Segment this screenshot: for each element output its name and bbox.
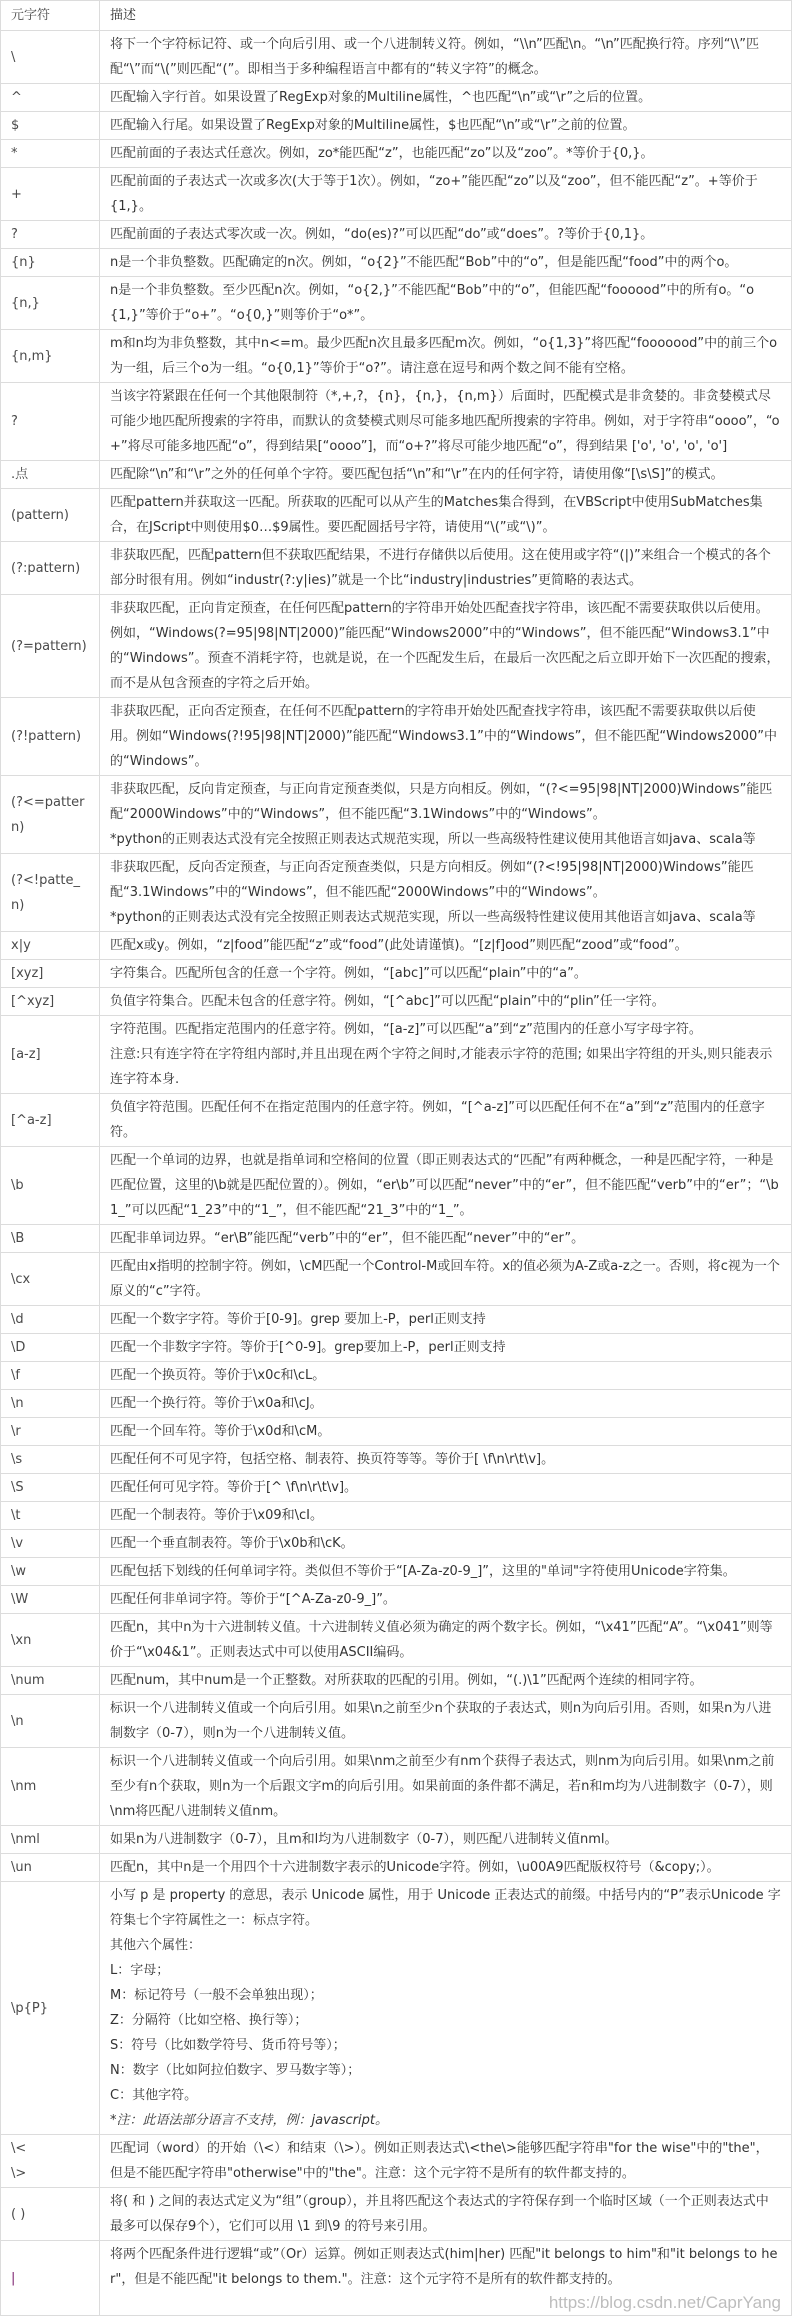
- description-cell: [100, 461, 792, 489]
- description-text: 匹配前面的子表达式任意次。例如，zo*能匹配“z”，也能匹配“zo”以及“zoo”。*等价于{0,}。: [110, 146, 654, 161]
- metacharacter-cell: [1, 1558, 100, 1586]
- metacharacter: (?<!patte_n): [11, 872, 80, 913]
- metacharacter: \cx: [11, 1271, 31, 1287]
- metacharacter-cell: [1, 168, 100, 221]
- table-row: [1, 1748, 792, 1826]
- description-text: Z：分隔符（比如空格、换行等）；: [110, 2013, 308, 2028]
- description-text: 匹配x或y。例如，“z|food”能匹配“z”或“food”(此处请谨慎)。“[z|f]ood”则匹配“zood”或“food”。: [110, 938, 688, 953]
- metacharacter: x|y: [11, 938, 31, 953]
- metacharacter: \w: [11, 1564, 27, 1579]
- description-text: 非获取匹配，正向否定预查，在任何不匹配pattern的字符串开始处匹配查找字符串，该匹配不需要获取供以后使用。例如“Windows(?!95|98|NT|2000)”能匹配“Windows3.1”中的“Windows”，但不能匹配“Windows2000”中的“Windows”。: [110, 704, 777, 769]
- description-text: 匹配除“\n”和“\r”之外的任何单个字符。要匹配包括“\n”和“\r”在内的任何字符，请使用像“[\s\S]”的模式。: [110, 467, 724, 482]
- metacharacter: \D: [11, 1340, 26, 1355]
- description-cell: [100, 1474, 792, 1502]
- description-text: 将下一个字符标记符、或一个向后引用、或一个八进制转义符。例如，“\\n”匹配\n。“\n”匹配换行符。序列“\\”匹配“\”而“\(”则匹配“(”。即相当于多种编程语言中都有的“转义字符”的概念。: [110, 37, 759, 77]
- table-row: [1, 854, 792, 932]
- description-cell: [100, 1748, 792, 1826]
- description-cell: [100, 1306, 792, 1334]
- metacharacter: ( ): [11, 2206, 26, 2222]
- table-row: [1, 1418, 792, 1446]
- table-row: [1, 1225, 792, 1253]
- description-text: 标识一个八进制转义值或一个向后引用。如果\n之前至少n个获取的子表达式，则n为向后引用。否则，如果n为八进制数字（0-7），则n为一个八进制转义值。: [110, 1701, 772, 1741]
- metacharacter: ?: [11, 227, 18, 242]
- description-cell: [100, 489, 792, 542]
- metacharacter-cell: [1, 854, 100, 932]
- metacharacter-cell: [1, 2241, 100, 2316]
- metacharacter: \n: [11, 1396, 24, 1411]
- table-row: [1, 932, 792, 960]
- metacharacter-cell: [1, 1667, 100, 1695]
- metacharacter-cell: [1, 31, 100, 84]
- watermark: https://blog.csdn.net/CaprYang: [548, 2293, 781, 2312]
- metacharacter: \b: [11, 1178, 24, 1193]
- metacharacter-cell: [1, 1390, 100, 1418]
- metacharacter-cell: [1, 2135, 100, 2188]
- description-cell: [100, 1882, 792, 2135]
- metacharacter: \d: [11, 1312, 24, 1327]
- table-row: [1, 140, 792, 168]
- table-header-row: [1, 1, 792, 31]
- table-row: [1, 1147, 792, 1225]
- description-text: 匹配一个换页符。等价于\x0c和\cL。: [110, 1368, 326, 1383]
- table-row: [1, 1474, 792, 1502]
- description-cell: [100, 698, 792, 776]
- description-cell: [100, 1530, 792, 1558]
- description-text: 当该字符紧跟在任何一个其他限制符（*,+,?，{n}，{n,}，{n,m}）后面时，匹配模式是非贪婪的。非贪婪模式尽可能少地匹配所搜索的字符串，而默认的贪婪模式则尽可能多地匹配所搜索的字符串。例如，对于字符串“oooo”，“o+”将尽可能多地匹配“o”，得到结果[“oooo”]，而“o+?”将尽可能少地匹配“o”，得到结果 ['o', 'o', 'o', 'o']: [110, 389, 780, 454]
- table-row: [1, 1614, 792, 1667]
- metacharacter: \xn: [11, 1632, 32, 1648]
- description-cell: [100, 776, 792, 854]
- description-text: M：标记符号（一般不会单独出现）；: [110, 1988, 323, 2003]
- description-cell: [100, 595, 792, 698]
- metacharacter: {n}: [11, 255, 36, 270]
- description-text: 匹配任何不可见字符，包括空格、制表符、换页符等等。等价于[ \f\n\r\t\v]。: [110, 1452, 555, 1467]
- metacharacter: \>: [11, 2166, 27, 2181]
- table-row: [1, 776, 792, 854]
- metacharacter: (?=pattern): [11, 638, 87, 654]
- metacharacter: \r: [11, 1424, 21, 1439]
- metacharacter: (pattern): [11, 507, 69, 523]
- description-cell: [100, 542, 792, 595]
- metacharacter: [xyz]: [11, 966, 44, 981]
- description-text: 匹配包括下划线的任何单词字符。类似但不等价于“[A-Za-z0-9_]”，这里的"单词"字符使用Unicode字符集。: [110, 1564, 736, 1579]
- metacharacter-cell: [1, 461, 100, 489]
- description-text: 如果n为八进制数字（0-7），且m和l均为八进制数字（0-7），则匹配八进制转义值nml。: [110, 1832, 618, 1847]
- description-cell: [100, 249, 792, 277]
- description-cell: [100, 84, 792, 112]
- description-text: 匹配一个非数字字符。等价于[^0-9]。grep要加上-P，perl正则支持: [110, 1340, 506, 1355]
- description-cell: [100, 2135, 792, 2188]
- metacharacter: [a-z]: [11, 1047, 41, 1062]
- metacharacter-cell: [1, 1446, 100, 1474]
- metacharacter: [^a-z]: [11, 1112, 52, 1128]
- description-cell: [100, 112, 792, 140]
- description-text: 字符范围。匹配指定范围内的任意字符。例如，“[a-z]”可以匹配“a”到“z”范围内的任意小写字母字符。: [110, 1022, 702, 1037]
- metacharacter-cell: [1, 84, 100, 112]
- metacharacter-cell: [1, 1826, 100, 1854]
- description-text: 标识一个八进制转义值或一个向后引用。如果\nm之前至少有nm个获得子表达式，则nm为向后引用。如果\nm之前至少有n个获取，则n为一个后跟文字m的向后引用。如果前面的条件都不满足，若n和m均为八进制数字（0-7），则\nm将匹配八进制转义值nm。: [110, 1754, 775, 1819]
- description-text: m和n均为非负整数，其中n<=m。最少匹配n次且最多匹配m次。例如，“o{1,3}”将匹配“fooooood”中的前三个o为一组，后三个o为一组。“o{0,1}”等价于“o?”。请注意在逗号和两个数之间不能有空格。: [110, 336, 778, 376]
- description-cell: [100, 1094, 792, 1147]
- metacharacter: {n,}: [11, 295, 40, 311]
- metacharacter: (?!pattern): [11, 729, 82, 744]
- description-text: 匹配任何可见字符。等价于[^ \f\n\r\t\v]。: [110, 1480, 358, 1495]
- metacharacter: \<: [11, 2141, 27, 2156]
- description-text: S：符号（比如数学符号、货币符号等）；: [110, 2038, 346, 2053]
- metacharacter-cell: [1, 988, 100, 1016]
- description-cell: [100, 1147, 792, 1225]
- metacharacter: *: [11, 146, 18, 161]
- table-row: [1, 1334, 792, 1362]
- metacharacter-cell: [1, 140, 100, 168]
- description-cell: [100, 1695, 792, 1748]
- metacharacter: \v: [11, 1536, 24, 1551]
- metacharacter: \S: [11, 1480, 24, 1495]
- description-cell: [100, 1667, 792, 1695]
- description-cell: [100, 330, 792, 383]
- description-cell: [100, 960, 792, 988]
- description-text: 负值字符集合。匹配未包含的任意字符。例如，“[^abc]”可以匹配“plain”中的“plin”任一字符。: [110, 994, 665, 1009]
- description-text: 匹配pattern并获取这一匹配。所获取的匹配可以从产生的Matches集合得到，在VBScript中使用SubMatches集合，在JScript中则使用$0…$9属性。要匹配圆括号字符，请使用“\(”或“\)”。: [110, 495, 763, 535]
- metacharacter-cell: [1, 1474, 100, 1502]
- table-row: [1, 168, 792, 221]
- description-text: 匹配输入字行首。如果设置了RegExp对象的Multiline属性，^也匹配“\n”或“\r”之后的位置。: [110, 90, 652, 105]
- metacharacter: \s: [11, 1452, 23, 1467]
- description-text: *python的正则表达式没有完全按照正则表达式规范实现，所以一些高级特性建议使用其他语言如java、scala等: [110, 832, 756, 847]
- metacharacter-cell: [1, 277, 100, 330]
- metacharacter: ^: [11, 90, 22, 105]
- description-cell: [100, 1225, 792, 1253]
- table-row: [1, 330, 792, 383]
- table-row: [1, 31, 792, 84]
- table-row: [1, 595, 792, 698]
- description-cell: [100, 1558, 792, 1586]
- description-text: N：数字（比如阿拉伯数字、罗马数字等）；: [110, 2063, 361, 2078]
- metacharacter-cell: [1, 1530, 100, 1558]
- table-row: [1, 84, 792, 112]
- metacharacter: \B: [11, 1231, 25, 1246]
- description-cell: [100, 168, 792, 221]
- description-text: 注意:只有连字符在字符组内部时,并且出现在两个字符之间时,才能表示字符的范围; 如果出字符组的开头,则只能表示连字符本身.: [110, 1047, 773, 1087]
- description-text: 匹配任何非单词字符。等价于“[^A-Za-z0-9_]”。: [110, 1592, 396, 1607]
- metacharacter-cell: [1, 249, 100, 277]
- description-text: n是一个非负整数。匹配确定的n次。例如，“o{2}”不能匹配“Bob”中的“o”，但是能匹配“food”中的两个o。: [110, 255, 738, 270]
- table-row: [1, 1306, 792, 1334]
- description-cell: [100, 1614, 792, 1667]
- metacharacter: \nml: [11, 1832, 40, 1847]
- description-text: 小写 p 是 property 的意思，表示 Unicode 属性，用于 Unicode 正表达式的前缀。中括号内的“P”表示Unicode 字符集七个字符属性之一：标点字符。: [110, 1888, 781, 1928]
- table-row: [1, 1854, 792, 1882]
- description-cell: [100, 277, 792, 330]
- metacharacter: [^xyz]: [11, 994, 55, 1009]
- description-text: 非获取匹配，反向肯定预查，与正向肯定预查类似，只是方向相反。例如，“(?<=95|98|NT|2000)Windows”能匹配“2000Windows”中的“Windows”，但不能匹配“3.1Windows”中的“Windows”。: [110, 782, 773, 822]
- description-text: 匹配一个垂直制表符。等价于\x0b和\cK。: [110, 1536, 354, 1551]
- table-row: [1, 2241, 792, 2316]
- metacharacter-cell: [1, 330, 100, 383]
- table-row: [1, 221, 792, 249]
- metacharacter-cell: [1, 1016, 100, 1094]
- metacharacter-cell: [1, 1306, 100, 1334]
- description-cell: [100, 383, 792, 461]
- metacharacter-cell: [1, 1418, 100, 1446]
- table-row: [1, 1094, 792, 1147]
- table-row: [1, 698, 792, 776]
- metacharacter-cell: [1, 1748, 100, 1826]
- metacharacter-cell: [1, 1614, 100, 1667]
- metacharacter-cell: [1, 595, 100, 698]
- table-row: [1, 1016, 792, 1094]
- description-text: 匹配一个制表符。等价于\x09和\cI。: [110, 1508, 323, 1523]
- description-cell: [100, 1854, 792, 1882]
- table-row: [1, 383, 792, 461]
- description-text: 匹配一个回车符。等价于\x0d和\cM。: [110, 1424, 331, 1439]
- metacharacter: (?:pattern): [11, 560, 81, 576]
- metacharacter-cell: [1, 383, 100, 461]
- table-row: [1, 960, 792, 988]
- table-row: [1, 112, 792, 140]
- description-cell: [100, 854, 792, 932]
- metacharacter-cell: [1, 960, 100, 988]
- table-row: [1, 1253, 792, 1306]
- metacharacter-cell: [1, 489, 100, 542]
- description-text: 匹配num，其中num是一个正整数。对所获取的匹配的引用。例如，“(.)\1”匹配两个连续的相同字符。: [110, 1673, 703, 1688]
- description-text: 匹配一个单词的边界，也就是指单词和空格间的位置（即正则表达式的“匹配”有两种概念，一种是匹配字符，一种是匹配位置，这里的\b就是匹配位置的）。例如，“er\b”可以匹配“never”中的“er”，但不能匹配“verb”中的“er”；“\b1_”可以匹配“1_23”中的“1_”，但不能匹配“21_3”中的“1_”。: [110, 1153, 779, 1218]
- metacharacter-cell: [1, 1502, 100, 1530]
- metacharacter: (?<=pattern): [11, 794, 85, 835]
- metacharacter-cell: [1, 221, 100, 249]
- metacharacter: \un: [11, 1860, 32, 1875]
- metacharacter: \f: [11, 1368, 20, 1383]
- table-row: [1, 1390, 792, 1418]
- table-body: [1, 31, 792, 2316]
- description-text: *注：此语法部分语言不支持，例：javascript。: [110, 2113, 388, 2128]
- description-cell: [100, 1016, 792, 1094]
- table-row: [1, 1586, 792, 1614]
- description-text: 其他六个属性：: [110, 1938, 202, 1953]
- description-text: *python的正则表达式没有完全按照正则表达式规范实现，所以一些高级特性建议使用其他语言如java、scala等: [110, 910, 756, 925]
- metacharacter: |: [11, 2270, 16, 2286]
- metacharacter-cell: [1, 1882, 100, 2135]
- metacharacter: \p{P}: [11, 2000, 49, 2016]
- table-row: [1, 1826, 792, 1854]
- description-text: 匹配非单词边界。“er\B”能匹配“verb”中的“er”，但不能匹配“never”中的“er”。: [110, 1231, 585, 1246]
- description-text: 匹配前面的子表达式零次或一次。例如，“do(es)?”可以匹配“do”或“does”。?等价于{0,1}。: [110, 227, 654, 242]
- metacharacter-cell: [1, 1362, 100, 1390]
- description-text: 匹配n，其中n为十六进制转义值。十六进制转义值必须为确定的两个数字长。例如，“\x41”匹配“A”。“\x041”则等价于“\x04&1”。正则表达式中可以使用ASCII编码。: [110, 1620, 773, 1660]
- table-row: [1, 1695, 792, 1748]
- metacharacter: \n: [11, 1713, 24, 1729]
- table-row: [1, 277, 792, 330]
- table-row: [1, 2188, 792, 2241]
- metacharacter: ?: [11, 414, 18, 429]
- description-text: L：字母；: [110, 1963, 170, 1978]
- table-row: [1, 1446, 792, 1474]
- metacharacter-cell: [1, 1586, 100, 1614]
- description-cell: [100, 1502, 792, 1530]
- description-text: 匹配一个换行符。等价于\x0a和\cJ。: [110, 1396, 323, 1411]
- description-cell: [100, 1826, 792, 1854]
- description-text: 字符集合。匹配所包含的任意一个字符。例如，“[abc]”可以匹配“plain”中的“a”。: [110, 966, 587, 981]
- metacharacter-cell: [1, 1695, 100, 1748]
- metacharacter-cell: [1, 1225, 100, 1253]
- metacharacter-cell: [1, 1147, 100, 1225]
- table-row: [1, 489, 792, 542]
- table-row: [1, 542, 792, 595]
- metacharacter: \: [11, 49, 16, 65]
- table-row: [1, 1882, 792, 2135]
- metacharacter-cell: [1, 776, 100, 854]
- description-text: 非获取匹配，反向否定预查，与正向否定预查类似，只是方向相反。例如“(?<!95|98|NT|2000)Windows”能匹配“3.1Windows”中的“Windows”，但不能匹配“2000Windows”中的“Windows”。: [110, 860, 754, 900]
- metacharacter-cell: [1, 2188, 100, 2241]
- description-cell: [100, 140, 792, 168]
- description-text: 匹配一个数字字符。等价于[0-9]。grep 要加上-P，perl正则支持: [110, 1312, 486, 1327]
- metacharacter: .点: [11, 467, 29, 482]
- description-text: 将两个匹配条件进行逻辑“或”（Or）运算。例如正则表达式(him|her) 匹配"it belongs to him"和"it belongs to her"，但是不能匹配"it belongs to them."。注意：这个元字符不是所有的软件都支持的。: [110, 2247, 778, 2287]
- description-text: 非获取匹配，正向肯定预查，在任何匹配pattern的字符串开始处匹配查找字符串，该匹配不需要获取供以后使用。例如，“Windows(?=95|98|NT|2000)”能匹配“Windows2000”中的“Windows”，但不能匹配“Windows3.1”中的“Windows”。预查不消耗字符，也就是说，在一个匹配发生后，在最后一次匹配之后立即开始下一次匹配的搜索，而不是从包含预查的字符之后开始。: [110, 601, 780, 691]
- table-row: [1, 249, 792, 277]
- metacharacter: +: [11, 186, 22, 202]
- table-row: [1, 2135, 792, 2188]
- description-cell: [100, 1334, 792, 1362]
- description-cell: [100, 988, 792, 1016]
- description-text: 匹配由x指明的控制字符。例如，\cM匹配一个Control-M或回车符。x的值必须为A-Z或a-z之一。否则，将c视为一个原义的“c”字符。: [110, 1259, 780, 1299]
- description-cell: [100, 932, 792, 960]
- metacharacter-cell: [1, 1854, 100, 1882]
- metacharacter-cell: [1, 112, 100, 140]
- description-text: 匹配词（word）的开始（\<）和结束（\>）。例如正则表达式\<the\>能够匹配字符串"for the wise"中的"the"，但是不能匹配字符串"otherwise"中的"the"。注意：这个元字符不是所有的软件都支持的。: [110, 2141, 769, 2181]
- header-metacharacter: 元字符: [1, 1, 100, 31]
- description-cell: [100, 1390, 792, 1418]
- metacharacter: \t: [11, 1508, 21, 1523]
- metacharacter-cell: [1, 932, 100, 960]
- description-text: 匹配n，其中n是一个用四个十六进制数字表示的Unicode字符。例如，\u00A9匹配版权符号（&copy;）。: [110, 1860, 720, 1875]
- table-row: [1, 1502, 792, 1530]
- description-text: n是一个非负整数。至少匹配n次。例如，“o{2,}”不能匹配“Bob”中的“o”，但能匹配“foooood”中的所有o。“o{1,}”等价于“o+”。“o{0,}”则等价于“o*”。: [110, 283, 755, 323]
- description-text: 负值字符范围。匹配任何不在指定范围内的任意字符。例如，“[^a-z]”可以匹配任何不在“a”到“z”范围内的任意字符。: [110, 1100, 765, 1140]
- metacharacter-cell: [1, 1253, 100, 1306]
- description-cell: [100, 221, 792, 249]
- description-text: 非获取匹配，匹配pattern但不获取匹配结果，不进行存储供以后使用。这在使用或字符“(|)”来组合一个模式的各个部分时很有用。例如“industr(?:y|ies)”就是一个比“industry|industries”更简略的表达式。: [110, 548, 771, 588]
- description-cell: [100, 1253, 792, 1306]
- metacharacter: \W: [11, 1592, 29, 1607]
- table-row: [1, 988, 792, 1016]
- table-row: [1, 1667, 792, 1695]
- description-text: C：其他字符。: [110, 2088, 198, 2103]
- metacharacter: \nm: [11, 1779, 37, 1794]
- description-text: 将( 和 ) 之间的表达式定义为“组”（group），并且将匹配这个表达式的字符保存到一个临时区域（一个正则表达式中最多可以保存9个），它们可以用 \1 到\9 的符号来引用。: [110, 2194, 769, 2234]
- metacharacter: $: [11, 118, 20, 133]
- description-cell: [100, 1586, 792, 1614]
- metacharacter: {n,m}: [11, 348, 53, 364]
- description-cell: [100, 31, 792, 84]
- description-cell: [100, 2241, 792, 2316]
- description-cell: [100, 1362, 792, 1390]
- description-text: 匹配前面的子表达式一次或多次(大于等于1次）。例如，“zo+”能匹配“zo”以及“zoo”，但不能匹配“z”。+等价于{1,}。: [110, 174, 758, 214]
- metacharacter-cell: [1, 542, 100, 595]
- table-row: [1, 461, 792, 489]
- metacharacter-cell: [1, 698, 100, 776]
- description-cell: [100, 1446, 792, 1474]
- table-row: [1, 1362, 792, 1390]
- description-text: 匹配输入行尾。如果设置了RegExp对象的Multiline属性，$也匹配“\n”或“\r”之前的位置。: [110, 118, 636, 133]
- table-row: [1, 1530, 792, 1558]
- table-row: [1, 1558, 792, 1586]
- description-cell: [100, 1418, 792, 1446]
- header-description: 描述: [100, 1, 792, 31]
- metacharacter: \num: [11, 1673, 45, 1688]
- metacharacter-cell: [1, 1094, 100, 1147]
- description-cell: [100, 2188, 792, 2241]
- metacharacter-cell: [1, 1334, 100, 1362]
